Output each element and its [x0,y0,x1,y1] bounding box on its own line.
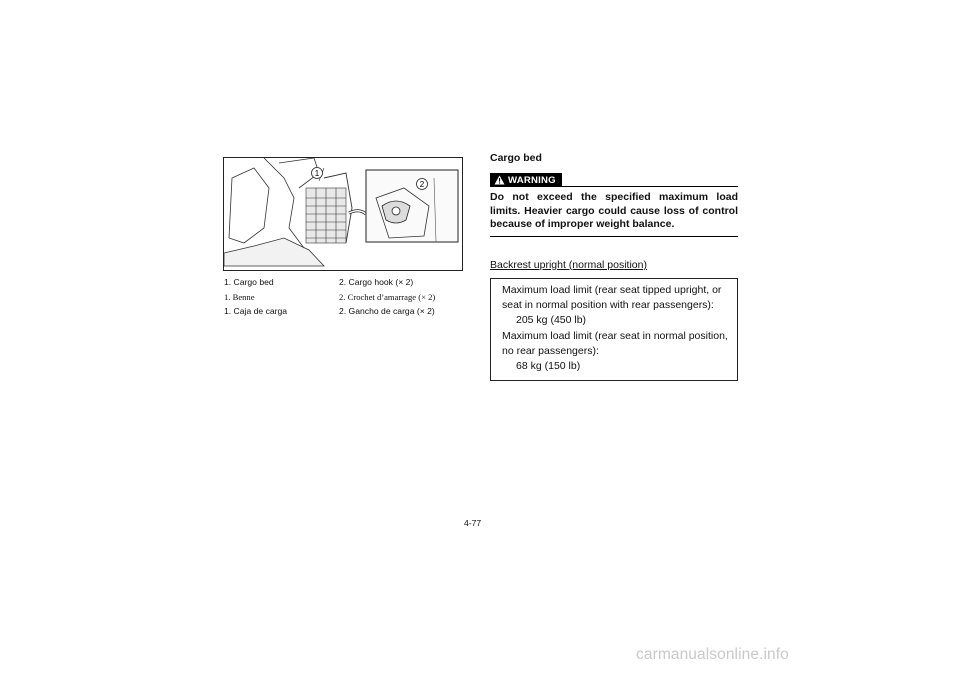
load-limit-box [490,278,738,381]
caption-gancho: 2. Gancho de carga (× 2) [339,306,435,317]
caption-cargo-bed: 1. Cargo bed [224,277,274,287]
subhead-backrest: Backrest upright (normal position) [490,258,647,271]
caption-cargo-hook: 2. Cargo hook (× 2) [339,277,414,287]
warning-rule [562,186,738,187]
callout-2: 2 [419,180,425,189]
caption-benne: 1. Benne [224,291,255,302]
limit-line-1: Maximum load limit (rear seat tipped upright, or seat in normal position with rear passengers): [502,283,722,312]
limit-value-2: 68 kg (150 lb) [516,360,581,373]
caption-row-fr [224,292,469,303]
section-title: Cargo bed [490,152,542,164]
caption-caja: 1. Caja de carga [224,306,288,317]
warning-text: Do not exceed the specified maximum load limits. Heavier cargo could cause loss of control because of improper weight balance. [490,191,738,237]
caption-crochet: 2. Crochet d’amarrage (× 2) [339,291,436,302]
cargo-bed-figure [223,157,463,271]
cargo-bed-illustration [224,158,463,271]
right-column [490,152,738,381]
warning-triangle-icon [494,175,505,185]
figure-captions [224,277,469,321]
limit-value-1: 205 kg (450 lb) [516,314,587,327]
warning-badge [490,173,562,187]
callout-1: 1 [314,169,320,178]
watermark[interactable]: carmanualsonline.info [636,646,789,663]
limit-line-2: Maximum load limit (rear seat in normal position, no rear passengers): [502,329,728,357]
warning-label: WARNING [508,174,556,186]
caption-row-en [224,277,469,288]
page-number: 4-77 [464,518,482,528]
caption-row-es [224,306,469,317]
warning-header [490,172,738,188]
